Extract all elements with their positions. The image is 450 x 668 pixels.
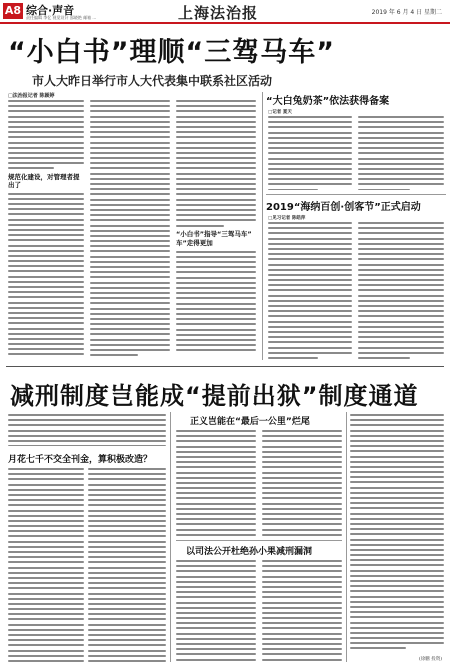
side-story-2-byline: □见习记者 陈皓萍	[268, 216, 306, 221]
story-4-col	[350, 414, 444, 654]
side-story-1-title: “大白兔奶茶”依法获得备案	[266, 96, 390, 107]
article-subhead: 规范化建设，对管理者提出了	[8, 172, 80, 189]
editor-credits: 责任编辑 李忆 视觉设计 邵晓艳 邮箱 ...	[26, 15, 97, 20]
issue-date: 2019 年 6 月 4 日 星期二	[371, 9, 442, 16]
side-story-1-col-b	[358, 116, 444, 190]
column-divider	[170, 412, 171, 662]
main-byline: □法治报记者 陈颖婷	[8, 93, 55, 99]
story-1-col-a	[8, 468, 84, 664]
article-subhead-cont: 车”走得更加	[176, 238, 213, 247]
side-story-2-col-a	[268, 222, 352, 360]
main-article-col-3	[176, 100, 256, 358]
column-divider	[262, 92, 263, 360]
side-story-2-title: 2019“海纳百创·创客节”正式启动	[266, 202, 421, 213]
column-divider	[346, 412, 347, 662]
side-story-1-byline: □记者 夏天	[268, 110, 292, 115]
story-1-title: 月花七千不交全刊金，算积极改造？	[8, 455, 153, 465]
story-1-col-b	[88, 468, 166, 664]
story-2-title: 正义岂能在“最后一公里”烂尾	[190, 417, 310, 427]
section-title: 综合·声音	[26, 4, 75, 17]
story-divider	[176, 540, 342, 541]
editorial-signature: (徐鹏 投资)	[419, 657, 442, 662]
article-subhead: “小白书”指导“三驾马车”	[176, 229, 252, 238]
main-subheadline: 市人大昨日举行市人大代表集中联系社区活动	[32, 74, 273, 88]
side-story-2-col-b	[358, 222, 444, 360]
main-headline: “小白书”理顺“三驾马车”	[8, 37, 335, 68]
bottom-intro	[8, 414, 166, 446]
section-divider	[6, 366, 444, 367]
page-number-badge: A8	[4, 4, 22, 17]
story-2-col-a	[176, 430, 256, 536]
story-3-col-a	[176, 560, 256, 664]
side-divider	[266, 194, 446, 195]
story-3-title: 以司法公开杜绝孙小果减刑漏洞	[186, 547, 313, 557]
bottom-headline: 减刑制度岂能成“提前出狱”制度通道	[10, 382, 419, 410]
main-article-col-1	[8, 100, 84, 358]
page-header	[0, 0, 450, 24]
story-2-col-b	[262, 430, 342, 536]
side-story-1-col-a	[268, 116, 352, 190]
main-article-col-2	[90, 100, 170, 358]
newspaper-masthead: 上海法治报	[178, 4, 259, 22]
story-3-col-b	[262, 560, 342, 664]
